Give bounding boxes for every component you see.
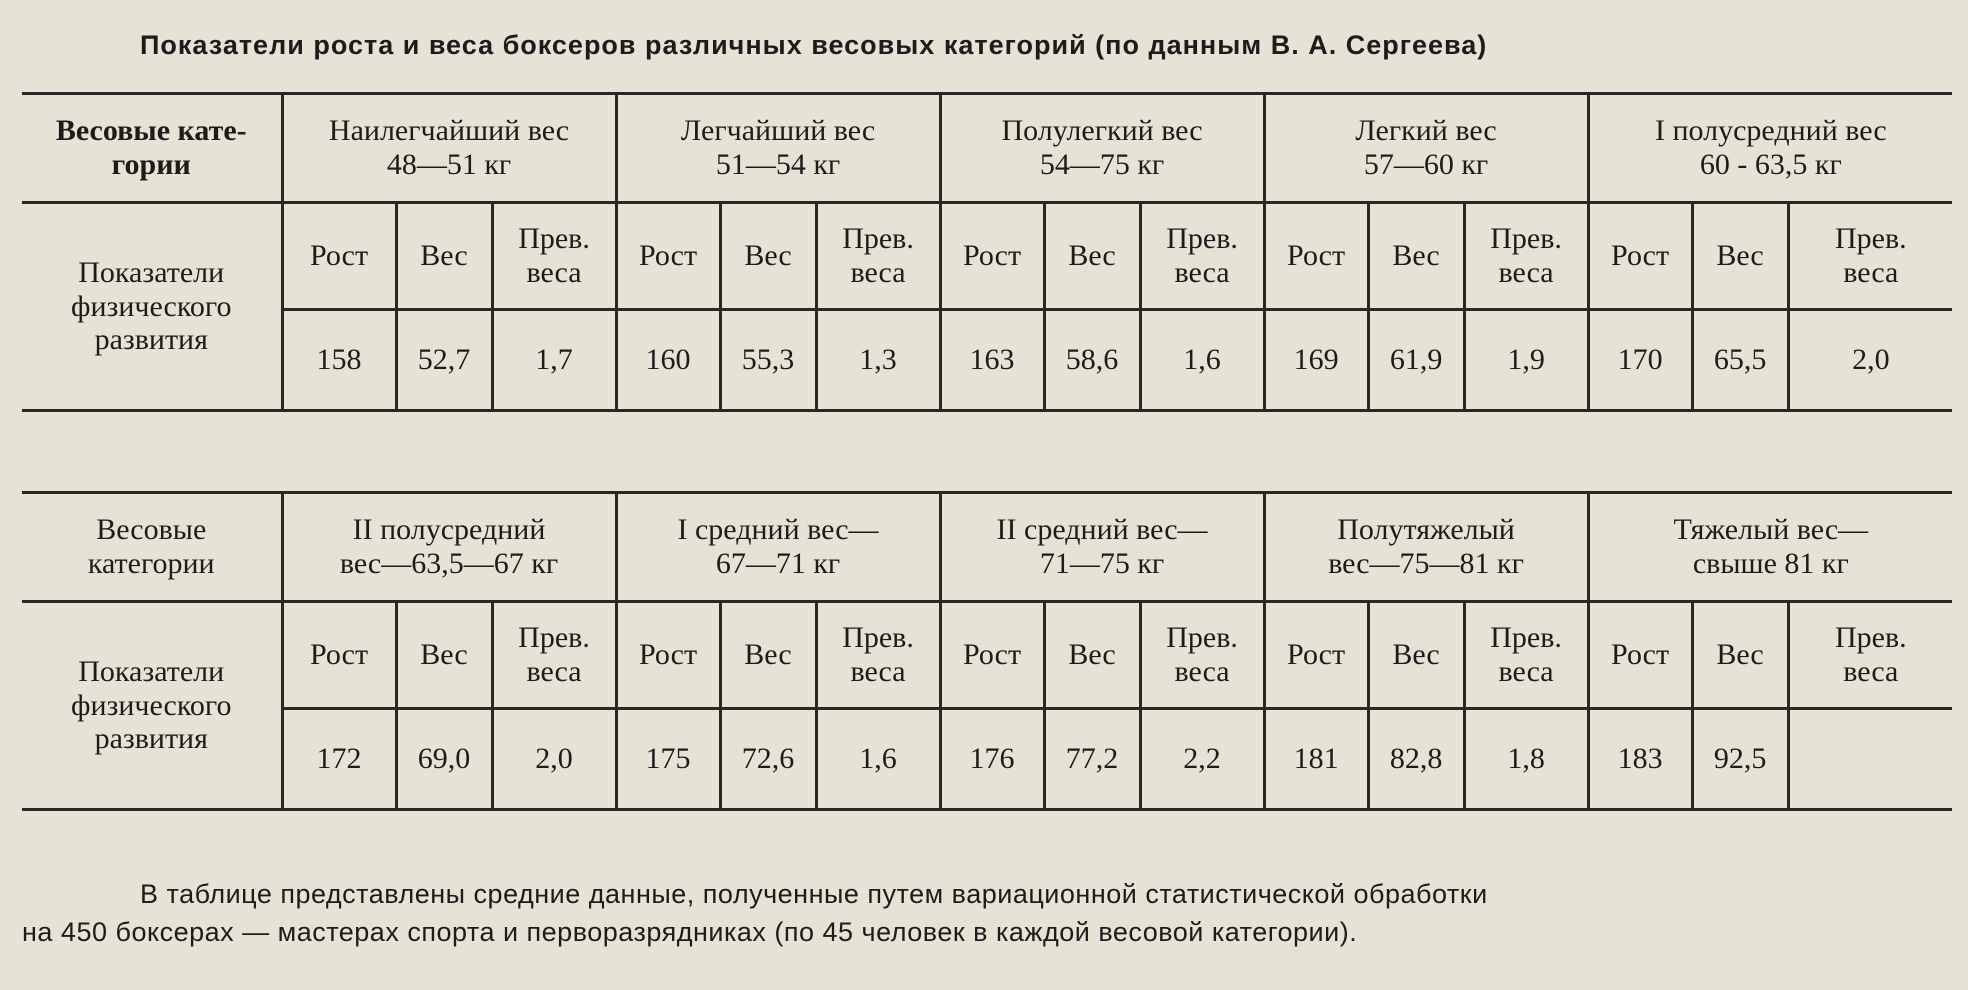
excess-line: веса [1174, 256, 1230, 289]
weight-category-header [282, 493, 616, 602]
height-value: 175 [616, 709, 720, 810]
excess-line: Прев. [1834, 222, 1907, 256]
category-range: 67—71 кг [715, 547, 841, 580]
row-label-line: категории [87, 547, 215, 580]
excess-line: Прев. [842, 621, 914, 655]
height-value: 172 [282, 709, 396, 810]
excess-value: 1,9 [1464, 310, 1588, 411]
category-range: 48—51 кг [386, 148, 512, 181]
row-label-line: Показатели [78, 256, 225, 290]
weight-value: 58,6 [1044, 310, 1140, 411]
note-line: В таблице представлены средние данные, полученные путем вариационной статистической обработки [140, 879, 1488, 909]
excess-line: Прев. [1166, 222, 1238, 256]
category-range: 51—54 кг [715, 148, 841, 181]
weight-value: 72,6 [720, 709, 816, 810]
category-name: Легкий вес [1355, 114, 1497, 148]
category-name: I средний вес— [677, 513, 879, 547]
height-header: Рост [940, 602, 1044, 709]
weight-header: Вес [1692, 602, 1788, 709]
excess-value: 1,3 [816, 310, 940, 411]
excess-line: Прев. [1490, 222, 1562, 256]
excess-header [1464, 602, 1588, 709]
row-label-indicators [22, 203, 282, 411]
excess-line: веса [1843, 655, 1899, 688]
data-table [22, 92, 1952, 412]
height-value: 170 [1588, 310, 1692, 411]
excess-line: Прев. [1834, 621, 1907, 655]
weight-header: Вес [1044, 203, 1140, 310]
excess-value: 1,7 [492, 310, 616, 411]
height-value: 183 [1588, 709, 1692, 810]
category-name: Тяжелый вес— [1673, 513, 1869, 547]
data-table [22, 491, 1952, 811]
height-header: Рост [282, 203, 396, 310]
weight-value: 92,5 [1692, 709, 1788, 810]
excess-header [1140, 203, 1264, 310]
category-name: Наилегчайший вес [328, 114, 570, 148]
excess-line: веса [1498, 256, 1554, 289]
weight-value: 69,0 [396, 709, 492, 810]
weight-category-header [616, 94, 940, 203]
weight-category-header [940, 493, 1264, 602]
category-range: вес—75—81 кг [1328, 547, 1524, 580]
excess-value [1788, 709, 1952, 810]
row-label-line: развития [94, 722, 208, 756]
excess-header [492, 602, 616, 709]
category-range: вес—63,5—67 кг [339, 547, 559, 580]
excess-line: веса [850, 655, 906, 688]
row-label-line: гории [111, 148, 191, 181]
height-header: Рост [1588, 203, 1692, 310]
weight-category-header [616, 493, 940, 602]
category-name: I полусредний вес [1654, 114, 1887, 148]
height-value: 163 [940, 310, 1044, 411]
height-header: Рост [940, 203, 1044, 310]
height-value: 160 [616, 310, 720, 411]
category-range: 54—75 кг [1039, 148, 1165, 181]
excess-value: 1,6 [816, 709, 940, 810]
weight-category-header [1588, 94, 1952, 203]
row-label-line: Весовые кате- [55, 114, 247, 148]
weight-value: 65,5 [1692, 310, 1788, 411]
row-label-indicators [22, 602, 282, 810]
weight-category-header [1264, 493, 1588, 602]
weight-value: 52,7 [396, 310, 492, 411]
row-label-line: физического [71, 688, 232, 722]
excess-value: 2,2 [1140, 709, 1264, 810]
height-header: Рост [282, 602, 396, 709]
category-name: Легчайший вес [680, 114, 876, 148]
excess-header [1140, 602, 1264, 709]
excess-value: 1,8 [1464, 709, 1588, 810]
category-name: Полутяжелый [1337, 513, 1515, 547]
category-range: свыше 81 кг [1692, 547, 1849, 580]
category-name: Полулегкий вес [1001, 114, 1203, 148]
category-name: II полусредний [352, 513, 546, 547]
excess-line: Прев. [518, 222, 590, 256]
excess-line: веса [850, 256, 906, 289]
note-line: на 450 боксерах — мастерах спорта и перворазрядниках (по 45 человек в каждой весовой категории). [22, 917, 1358, 947]
weight-category-header [282, 94, 616, 203]
height-header: Рост [1264, 203, 1368, 310]
excess-header [492, 203, 616, 310]
weight-header: Вес [720, 602, 816, 709]
weight-category-header [1588, 493, 1952, 602]
excess-line: веса [1498, 655, 1554, 688]
height-header: Рост [616, 602, 720, 709]
height-header: Рост [1588, 602, 1692, 709]
table-note [22, 875, 1942, 951]
excess-header [1788, 203, 1952, 310]
weight-header: Вес [396, 602, 492, 709]
height-value: 158 [282, 310, 396, 411]
excess-header [816, 602, 940, 709]
excess-value: 2,0 [1788, 310, 1952, 411]
excess-line: Прев. [518, 621, 590, 655]
row-label-line: Показатели [78, 655, 225, 689]
weight-value: 82,8 [1368, 709, 1464, 810]
page-title: Показатели роста и веса боксеров различных весовых категорий (по данным В. А. Сергеева) [140, 30, 1488, 60]
excess-line: веса [1174, 655, 1230, 688]
excess-header [1464, 203, 1588, 310]
excess-line: Прев. [842, 222, 914, 256]
height-value: 176 [940, 709, 1044, 810]
category-name: II средний вес— [996, 513, 1208, 547]
height-value: 181 [1264, 709, 1368, 810]
height-header: Рост [616, 203, 720, 310]
weight-category-header [940, 94, 1264, 203]
row-label-category [22, 493, 282, 602]
weight-category-header [1264, 94, 1588, 203]
weight-header: Вес [1044, 602, 1140, 709]
category-range: 71—75 кг [1039, 547, 1165, 580]
row-label-line: физического [71, 289, 232, 323]
weight-header: Вес [1368, 203, 1464, 310]
height-header: Рост [1264, 602, 1368, 709]
weight-value: 55,3 [720, 310, 816, 411]
excess-header [1788, 602, 1952, 709]
weight-header: Вес [396, 203, 492, 310]
weight-header: Вес [1692, 203, 1788, 310]
excess-line: Прев. [1166, 621, 1238, 655]
row-label-line: Весовые [96, 513, 207, 547]
excess-value: 2,0 [492, 709, 616, 810]
row-label-line: развития [94, 323, 208, 357]
weight-header: Вес [1368, 602, 1464, 709]
row-label-category [22, 94, 282, 203]
category-range: 60 - 63,5 кг [1699, 148, 1842, 181]
excess-value: 1,6 [1140, 310, 1264, 411]
excess-line: веса [526, 655, 582, 688]
excess-line: Прев. [1490, 621, 1562, 655]
height-value: 169 [1264, 310, 1368, 411]
weight-header: Вес [720, 203, 816, 310]
weight-value: 77,2 [1044, 709, 1140, 810]
excess-header [816, 203, 940, 310]
category-range: 57—60 кг [1363, 148, 1489, 181]
excess-line: веса [1843, 256, 1899, 289]
excess-line: веса [526, 256, 582, 289]
weight-value: 61,9 [1368, 310, 1464, 411]
